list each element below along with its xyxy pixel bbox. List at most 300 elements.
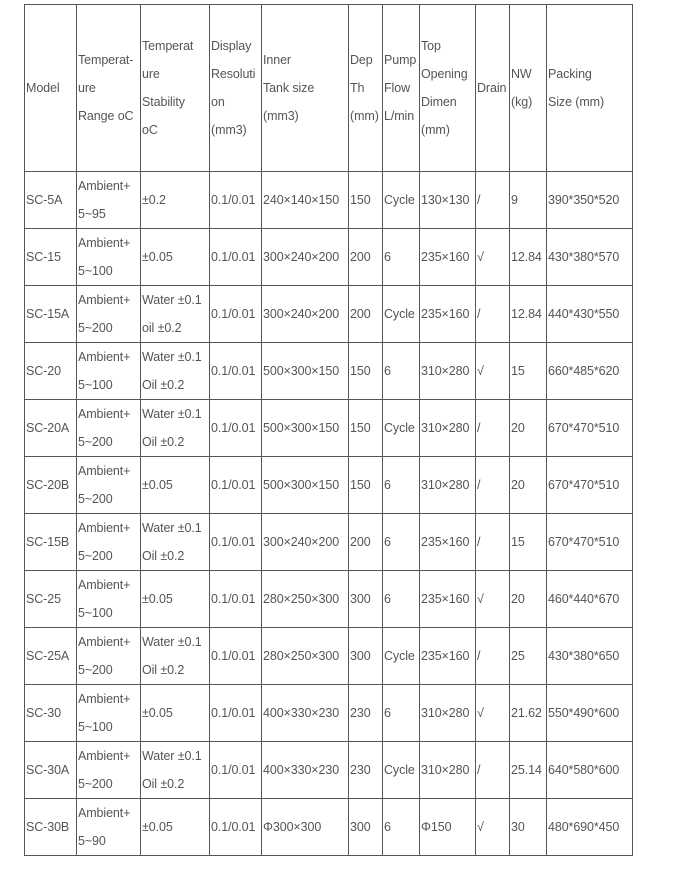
cell-line: 240×140×150 (263, 193, 340, 207)
cell-inner-tank-size (262, 628, 349, 685)
cell-net-weight (510, 286, 547, 343)
cell-line: 0.1/0.01 (211, 649, 256, 663)
cell-model (25, 628, 77, 685)
cell-line: 310×280 (421, 421, 470, 435)
cell-line: Cycle (384, 307, 415, 321)
cell-line: Ambient+ (78, 749, 131, 763)
cell-line: 310×280 (421, 763, 470, 777)
cell-line: 0.1/0.01 (211, 193, 256, 207)
cell-line: SC-20B (26, 478, 70, 492)
cell-line: Top (421, 39, 441, 53)
cell-temperature-stability (141, 742, 210, 799)
cell-line: 12.84 (511, 307, 542, 321)
cell-line: 235×160 (421, 535, 470, 549)
cell-line: 5~100 (78, 720, 113, 734)
cell-line: NW (511, 67, 532, 81)
cell-drain (476, 799, 510, 856)
cell-depth (349, 685, 383, 742)
cell-drain (476, 172, 510, 229)
cell-line: Φ150 (421, 820, 452, 834)
cell-net-weight (510, 229, 547, 286)
cell-display-resolution (210, 685, 262, 742)
cell-display-resolution (210, 628, 262, 685)
header-row (25, 5, 633, 172)
table-row (25, 457, 633, 514)
cell-line: (kg) (511, 95, 533, 109)
table-row (25, 628, 633, 685)
cell-temperature-range (77, 628, 141, 685)
cell-top-opening (420, 685, 476, 742)
cell-net-weight (510, 457, 547, 514)
header-model (25, 5, 77, 172)
cell-temperature-range (77, 685, 141, 742)
cell-net-weight (510, 514, 547, 571)
cell-inner-tank-size (262, 229, 349, 286)
cell-drain (476, 457, 510, 514)
cell-line: 280×250×300 (263, 592, 340, 606)
cell-line: 5~100 (78, 264, 113, 278)
cell-line: / (477, 421, 481, 435)
cell-temperature-range (77, 400, 141, 457)
cell-top-opening (420, 514, 476, 571)
cell-temperature-stability (141, 628, 210, 685)
cell-line: / (477, 193, 481, 207)
cell-line: Th (350, 81, 365, 95)
spec-table (24, 4, 633, 856)
cell-pump-flow (383, 229, 420, 286)
cell-line: SC-30B (26, 820, 70, 834)
cell-line: 400×330×230 (263, 763, 340, 777)
cell-line: Inner (263, 53, 291, 67)
cell-line: ±0.05 (142, 706, 173, 720)
cell-line: SC-20A (26, 421, 70, 435)
cell-line: ±0.05 (142, 820, 173, 834)
cell-line: Ambient+ (78, 521, 131, 535)
cell-pump-flow (383, 628, 420, 685)
cell-drain (476, 685, 510, 742)
cell-line: (mm) (421, 123, 450, 137)
cell-temperature-range (77, 742, 141, 799)
cell-line: √ (477, 820, 484, 834)
cell-display-resolution (210, 457, 262, 514)
cell-line: ±0.2 (142, 193, 166, 207)
cell-temperature-stability (141, 343, 210, 400)
cell-line: 20 (511, 592, 525, 606)
cell-line: 480*690*450 (548, 820, 620, 834)
cell-line: oC (142, 123, 158, 137)
table-row (25, 514, 633, 571)
cell-line: √ (477, 592, 484, 606)
cell-top-opening (420, 571, 476, 628)
table-row (25, 172, 633, 229)
cell-line: 640*580*600 (548, 763, 620, 777)
cell-model (25, 343, 77, 400)
cell-temperature-range (77, 799, 141, 856)
cell-packing-size (547, 229, 633, 286)
cell-line: Cycle (384, 763, 415, 777)
cell-line: Flow (384, 81, 410, 95)
cell-line: SC-25A (26, 649, 70, 663)
cell-depth (349, 286, 383, 343)
cell-line: SC-5A (26, 193, 63, 207)
cell-line: 235×160 (421, 649, 470, 663)
cell-line: ±0.05 (142, 592, 173, 606)
cell-line: (mm3) (263, 109, 299, 123)
cell-line: 0.1/0.01 (211, 307, 256, 321)
cell-line: (mm3) (211, 123, 247, 137)
cell-inner-tank-size (262, 400, 349, 457)
cell-drain (476, 571, 510, 628)
cell-line: Temperat- (78, 53, 134, 67)
cell-line: 235×160 (421, 250, 470, 264)
cell-model (25, 571, 77, 628)
cell-line: 0.1/0.01 (211, 364, 256, 378)
table-row (25, 400, 633, 457)
cell-net-weight (510, 685, 547, 742)
cell-inner-tank-size (262, 514, 349, 571)
cell-line: 200 (350, 307, 371, 321)
cell-line: 300 (350, 649, 371, 663)
cell-top-opening (420, 172, 476, 229)
cell-top-opening (420, 286, 476, 343)
cell-line: 660*485*620 (548, 364, 620, 378)
cell-model (25, 457, 77, 514)
cell-inner-tank-size (262, 286, 349, 343)
cell-temperature-range (77, 229, 141, 286)
cell-line: Ambient+ (78, 293, 131, 307)
cell-line: ure (142, 67, 160, 81)
cell-line: 0.1/0.01 (211, 535, 256, 549)
cell-inner-tank-size (262, 799, 349, 856)
cell-display-resolution (210, 343, 262, 400)
cell-packing-size (547, 172, 633, 229)
cell-drain (476, 400, 510, 457)
cell-line: Display (211, 39, 252, 53)
cell-line: Range oC (78, 109, 134, 123)
cell-temperature-stability (141, 799, 210, 856)
cell-inner-tank-size (262, 457, 349, 514)
header-inner-tank-size (262, 5, 349, 172)
cell-top-opening (420, 457, 476, 514)
cell-top-opening (420, 400, 476, 457)
cell-temperature-stability (141, 457, 210, 514)
cell-temperature-stability (141, 286, 210, 343)
cell-line: 235×160 (421, 307, 470, 321)
cell-line: Pump (384, 53, 417, 67)
cell-line: 0.1/0.01 (211, 478, 256, 492)
cell-line: Cycle (384, 193, 415, 207)
cell-pump-flow (383, 685, 420, 742)
cell-model (25, 742, 77, 799)
cell-line: 300 (350, 820, 371, 834)
cell-line: on (211, 95, 225, 109)
cell-line: Stability (142, 95, 185, 109)
header-temperature-stability (141, 5, 210, 172)
cell-packing-size (547, 742, 633, 799)
cell-line: 0.1/0.01 (211, 592, 256, 606)
cell-display-resolution (210, 229, 262, 286)
cell-line: 550*490*600 (548, 706, 620, 720)
cell-line: 9 (511, 193, 518, 207)
cell-top-opening (420, 343, 476, 400)
cell-temperature-stability (141, 172, 210, 229)
header-net-weight (510, 5, 547, 172)
cell-line: 500×300×150 (263, 421, 340, 435)
cell-line: 5~95 (78, 207, 106, 221)
cell-pump-flow (383, 799, 420, 856)
cell-line: SC-15A (26, 307, 70, 321)
cell-line: 670*470*510 (548, 421, 620, 435)
cell-line: Ambient+ (78, 407, 131, 421)
cell-line: 460*440*670 (548, 592, 620, 606)
cell-depth (349, 229, 383, 286)
cell-inner-tank-size (262, 685, 349, 742)
cell-line: 235×160 (421, 592, 470, 606)
cell-line: Water ±0.1 (142, 749, 202, 763)
cell-pump-flow (383, 742, 420, 799)
cell-packing-size (547, 400, 633, 457)
cell-line: 150 (350, 421, 371, 435)
cell-packing-size (547, 286, 633, 343)
cell-display-resolution (210, 571, 262, 628)
cell-line: 15 (511, 364, 525, 378)
cell-line: Packing (548, 67, 592, 81)
cell-line: 5~200 (78, 549, 113, 563)
cell-line: (mm) (350, 109, 379, 123)
cell-line: 310×280 (421, 706, 470, 720)
cell-temperature-stability (141, 229, 210, 286)
cell-display-resolution (210, 799, 262, 856)
cell-display-resolution (210, 742, 262, 799)
cell-pump-flow (383, 286, 420, 343)
cell-pump-flow (383, 343, 420, 400)
cell-temperature-stability (141, 514, 210, 571)
cell-net-weight (510, 571, 547, 628)
cell-line: 310×280 (421, 364, 470, 378)
table-row (25, 799, 633, 856)
cell-model (25, 172, 77, 229)
cell-line: 430*380*570 (548, 250, 620, 264)
cell-line: 150 (350, 478, 371, 492)
cell-line: / (477, 535, 481, 549)
cell-line: 5~200 (78, 777, 113, 791)
cell-line: Tank size (263, 81, 315, 95)
cell-depth (349, 514, 383, 571)
cell-line: Ambient+ (78, 179, 131, 193)
cell-packing-size (547, 343, 633, 400)
cell-packing-size (547, 514, 633, 571)
cell-line: 150 (350, 193, 371, 207)
cell-top-opening (420, 742, 476, 799)
cell-line: SC-20 (26, 364, 61, 378)
cell-display-resolution (210, 172, 262, 229)
cell-net-weight (510, 742, 547, 799)
cell-line: 0.1/0.01 (211, 820, 256, 834)
cell-line: Water ±0.1 (142, 350, 202, 364)
cell-packing-size (547, 799, 633, 856)
cell-line: 0.1/0.01 (211, 421, 256, 435)
cell-net-weight (510, 400, 547, 457)
cell-line: SC-25 (26, 592, 61, 606)
cell-packing-size (547, 628, 633, 685)
cell-pump-flow (383, 571, 420, 628)
cell-line: 20 (511, 421, 525, 435)
cell-line: 20 (511, 478, 525, 492)
cell-line: Water ±0.1 (142, 407, 202, 421)
cell-line: Ambient+ (78, 692, 131, 706)
cell-depth (349, 172, 383, 229)
cell-depth (349, 628, 383, 685)
cell-line: 200 (350, 250, 371, 264)
cell-temperature-stability (141, 571, 210, 628)
cell-temperature-range (77, 172, 141, 229)
cell-line: 300×240×200 (263, 307, 340, 321)
cell-temperature-range (77, 286, 141, 343)
cell-line: 130×130 (421, 193, 470, 207)
cell-line: 6 (384, 478, 391, 492)
cell-inner-tank-size (262, 172, 349, 229)
cell-line: 12.84 (511, 250, 542, 264)
cell-temperature-stability (141, 685, 210, 742)
cell-model (25, 229, 77, 286)
cell-line: 6 (384, 706, 391, 720)
cell-line: oil ±0.2 (142, 321, 182, 335)
cell-drain (476, 628, 510, 685)
table-row (25, 571, 633, 628)
cell-display-resolution (210, 286, 262, 343)
cell-line: Drain (477, 81, 507, 95)
cell-line: 500×300×150 (263, 364, 340, 378)
cell-line: / (477, 478, 481, 492)
cell-line: 6 (384, 250, 391, 264)
header-top-opening (420, 5, 476, 172)
cell-top-opening (420, 628, 476, 685)
cell-drain (476, 286, 510, 343)
cell-line: Dep (350, 53, 373, 67)
header-pump-flow (383, 5, 420, 172)
cell-line: √ (477, 250, 484, 264)
table-row (25, 286, 633, 343)
cell-temperature-range (77, 514, 141, 571)
cell-line: Ambient+ (78, 635, 131, 649)
cell-line: SC-30 (26, 706, 61, 720)
cell-line: 5~200 (78, 321, 113, 335)
cell-inner-tank-size (262, 742, 349, 799)
cell-line: 430*380*650 (548, 649, 620, 663)
cell-display-resolution (210, 400, 262, 457)
cell-line: ±0.05 (142, 478, 173, 492)
cell-line: Size (mm) (548, 95, 605, 109)
cell-line: Cycle (384, 421, 415, 435)
cell-pump-flow (383, 514, 420, 571)
cell-line: 280×250×300 (263, 649, 340, 663)
cell-line: Oil ±0.2 (142, 663, 185, 677)
cell-line: 150 (350, 364, 371, 378)
cell-line: / (477, 649, 481, 663)
header-display-resolution (210, 5, 262, 172)
cell-drain (476, 229, 510, 286)
cell-line: Ambient+ (78, 350, 131, 364)
cell-display-resolution (210, 514, 262, 571)
cell-drain (476, 514, 510, 571)
cell-line: 670*470*510 (548, 535, 620, 549)
cell-line: 5~200 (78, 492, 113, 506)
cell-packing-size (547, 571, 633, 628)
cell-depth (349, 400, 383, 457)
header-depth (349, 5, 383, 172)
cell-line: Model (26, 81, 60, 95)
cell-pump-flow (383, 457, 420, 514)
cell-line: 5~100 (78, 378, 113, 392)
cell-inner-tank-size (262, 571, 349, 628)
cell-line: Water ±0.1 (142, 635, 202, 649)
cell-line: Ambient+ (78, 464, 131, 478)
cell-model (25, 286, 77, 343)
cell-drain (476, 742, 510, 799)
cell-line: 400×330×230 (263, 706, 340, 720)
table-row (25, 229, 633, 286)
cell-line: 25 (511, 649, 525, 663)
cell-line: Water ±0.1 (142, 521, 202, 535)
cell-line: Ambient+ (78, 806, 131, 820)
cell-depth (349, 742, 383, 799)
header-temperature-range (77, 5, 141, 172)
cell-line: 0.1/0.01 (211, 763, 256, 777)
cell-line: Ambient+ (78, 578, 131, 592)
cell-line: SC-30A (26, 763, 70, 777)
cell-net-weight (510, 628, 547, 685)
cell-top-opening (420, 229, 476, 286)
cell-line: 6 (384, 592, 391, 606)
cell-depth (349, 457, 383, 514)
cell-line: 500×300×150 (263, 478, 340, 492)
cell-line: 440*430*550 (548, 307, 620, 321)
cell-inner-tank-size (262, 343, 349, 400)
cell-packing-size (547, 457, 633, 514)
cell-line: Oil ±0.2 (142, 435, 185, 449)
cell-line: Dimen (421, 95, 457, 109)
cell-line: 15 (511, 535, 525, 549)
cell-line: 5~100 (78, 606, 113, 620)
table-row (25, 742, 633, 799)
cell-line: 25.14 (511, 763, 542, 777)
cell-line: 6 (384, 364, 391, 378)
cell-line: 200 (350, 535, 371, 549)
table-body (25, 5, 633, 856)
cell-line: Temperat (142, 39, 194, 53)
cell-line: 390*350*520 (548, 193, 620, 207)
cell-line: Cycle (384, 649, 415, 663)
cell-top-opening (420, 799, 476, 856)
cell-line: 300 (350, 592, 371, 606)
cell-line: 670*470*510 (548, 478, 620, 492)
cell-line: 30 (511, 820, 525, 834)
cell-line: Oil ±0.2 (142, 378, 185, 392)
table-row (25, 343, 633, 400)
cell-temperature-range (77, 457, 141, 514)
cell-model (25, 799, 77, 856)
cell-pump-flow (383, 400, 420, 457)
cell-depth (349, 799, 383, 856)
cell-pump-flow (383, 172, 420, 229)
cell-line: 0.1/0.01 (211, 706, 256, 720)
cell-line: SC-15B (26, 535, 70, 549)
cell-line: 6 (384, 535, 391, 549)
cell-line: / (477, 307, 481, 321)
cell-line: L/min (384, 109, 415, 123)
cell-line: Φ300×300 (263, 820, 322, 834)
cell-line: ±0.05 (142, 250, 173, 264)
